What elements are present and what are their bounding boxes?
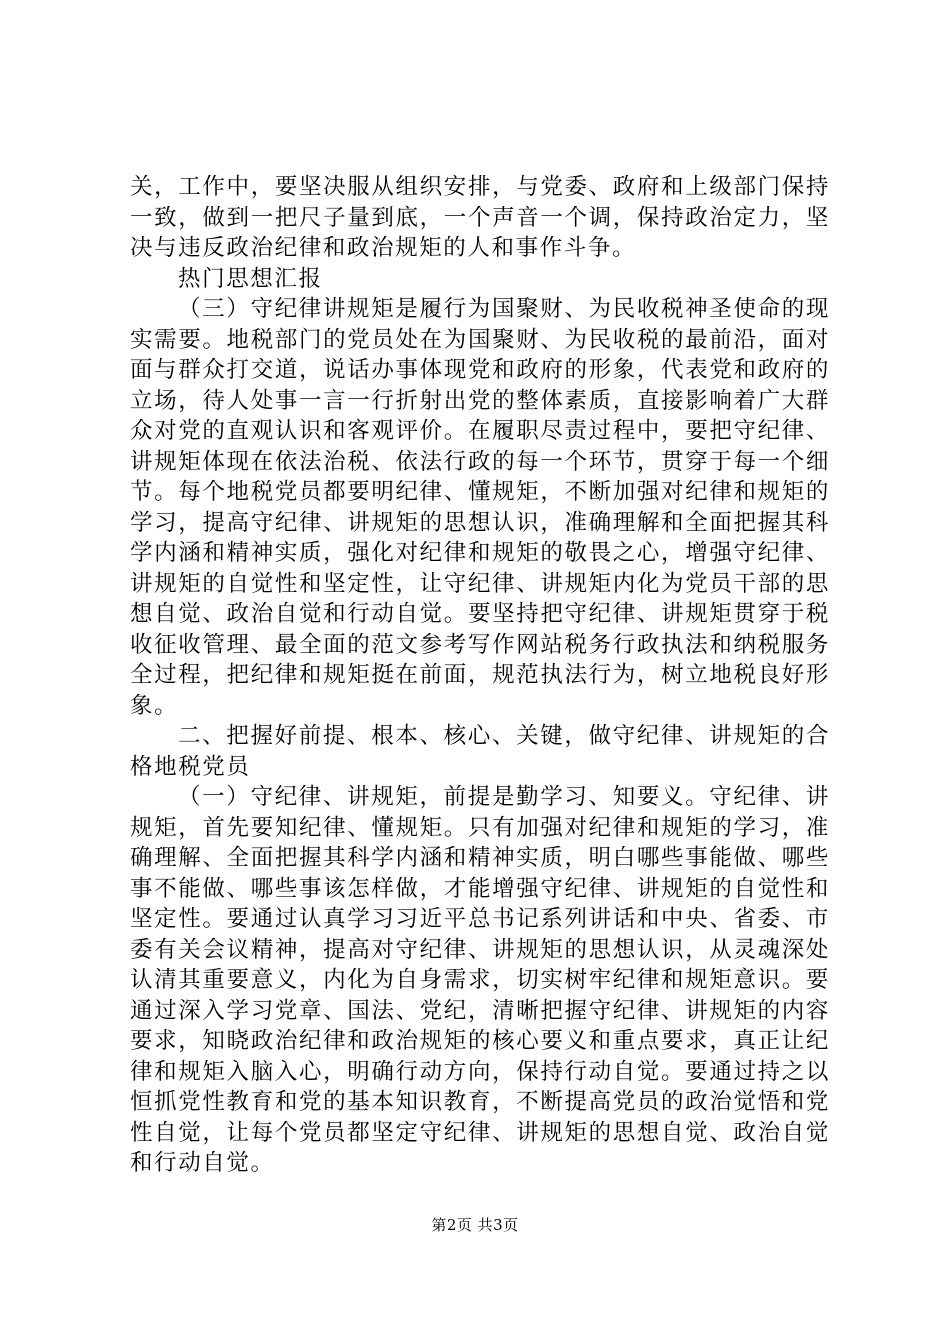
paragraph-continuation: 关，工作中，要坚决服从组织安排，与党委、政府和上级部门保持一致，做到一把尺子量到底，一个声音一个调，保持政治定力，坚决与违反政治纪律和政治规矩的人和事作斗争。 [130, 174, 830, 261]
document-body [130, 172, 830, 1179]
page-number-label: 第2页 共3页 [431, 1216, 519, 1234]
paragraph-link-heading: 热门思想汇报 [178, 265, 323, 292]
paragraph-section-three: （三）守纪律讲规矩是履行为国聚财、为民收税神圣使命的现实需要。地税部门的党员处在为国聚财、为民收税的最前沿，面对面与群众打交道，说话办事体现党和政府的形象，代表党和政府的立场，待人处事一言一行折射出党的整体素质，直接影响着广大群众对党的直观认识和客观评价。在履职尽责过程中，要把守纪律、讲规矩体现在依法治税、依法行政的每一个环节，贯穿于每一个细节。每个地税党员都要明纪律、懂规矩，不断加强对纪律和规矩的学习，提高守纪律、讲规矩的思想认识，准确理解和全面把握其科学内涵和精神实质，强化对纪律和规矩的敬畏之心，增强守纪律、讲规矩的自觉性和坚定性，让守纪律、讲规矩内化为党员干部的思想自觉、政治自觉和行动自觉。要坚持把守纪律、讲规矩贯穿于税收征收管理、最全面的范文参考写作网站税务行政执法和纳税服务全过程，把纪律和规矩挺在前面，规范执法行为，树立地税良好形象。 [130, 296, 830, 719]
page-footer [0, 1214, 950, 1235]
paragraph-section-one: （一）守纪律、讲规矩，前提是勤学习、知要义。守纪律、讲规矩，首先要知纪律、懂规矩。只有加强对纪律和规矩的学习，准确理解、全面把握其科学内涵和精神实质，明白哪些事能做、哪些事不能做、哪些事该怎样做，才能增强守纪律、讲规矩的自觉性和坚定性。要通过认真学习习近平总书记系列讲话和中央、省委、市委有关会议精神，提高对守纪律、讲规矩的思想认识，从灵魂深处认清其重要意义，内化为自身需求，切实树牢纪律和规矩意识。要通过深入学习党章、国法、党纪，清晰把握守纪律、讲规矩的内容要求，知晓政治纪律和政治规矩的核心要义和重点要求，真正让纪律和规矩入脑入心，明确行动方向，保持行动自觉。要通过持之以恒抓党性教育和党的基本知识教育，不断提高党员的政治觉悟和党性自觉，让每个党员都坚定守纪律、讲规矩的思想自觉、政治自觉和行动自觉。 [130, 784, 830, 1176]
section-heading-two: 二、把握好前提、根本、核心、关键，做守纪律、讲规矩的合格地税党员 [130, 723, 830, 780]
